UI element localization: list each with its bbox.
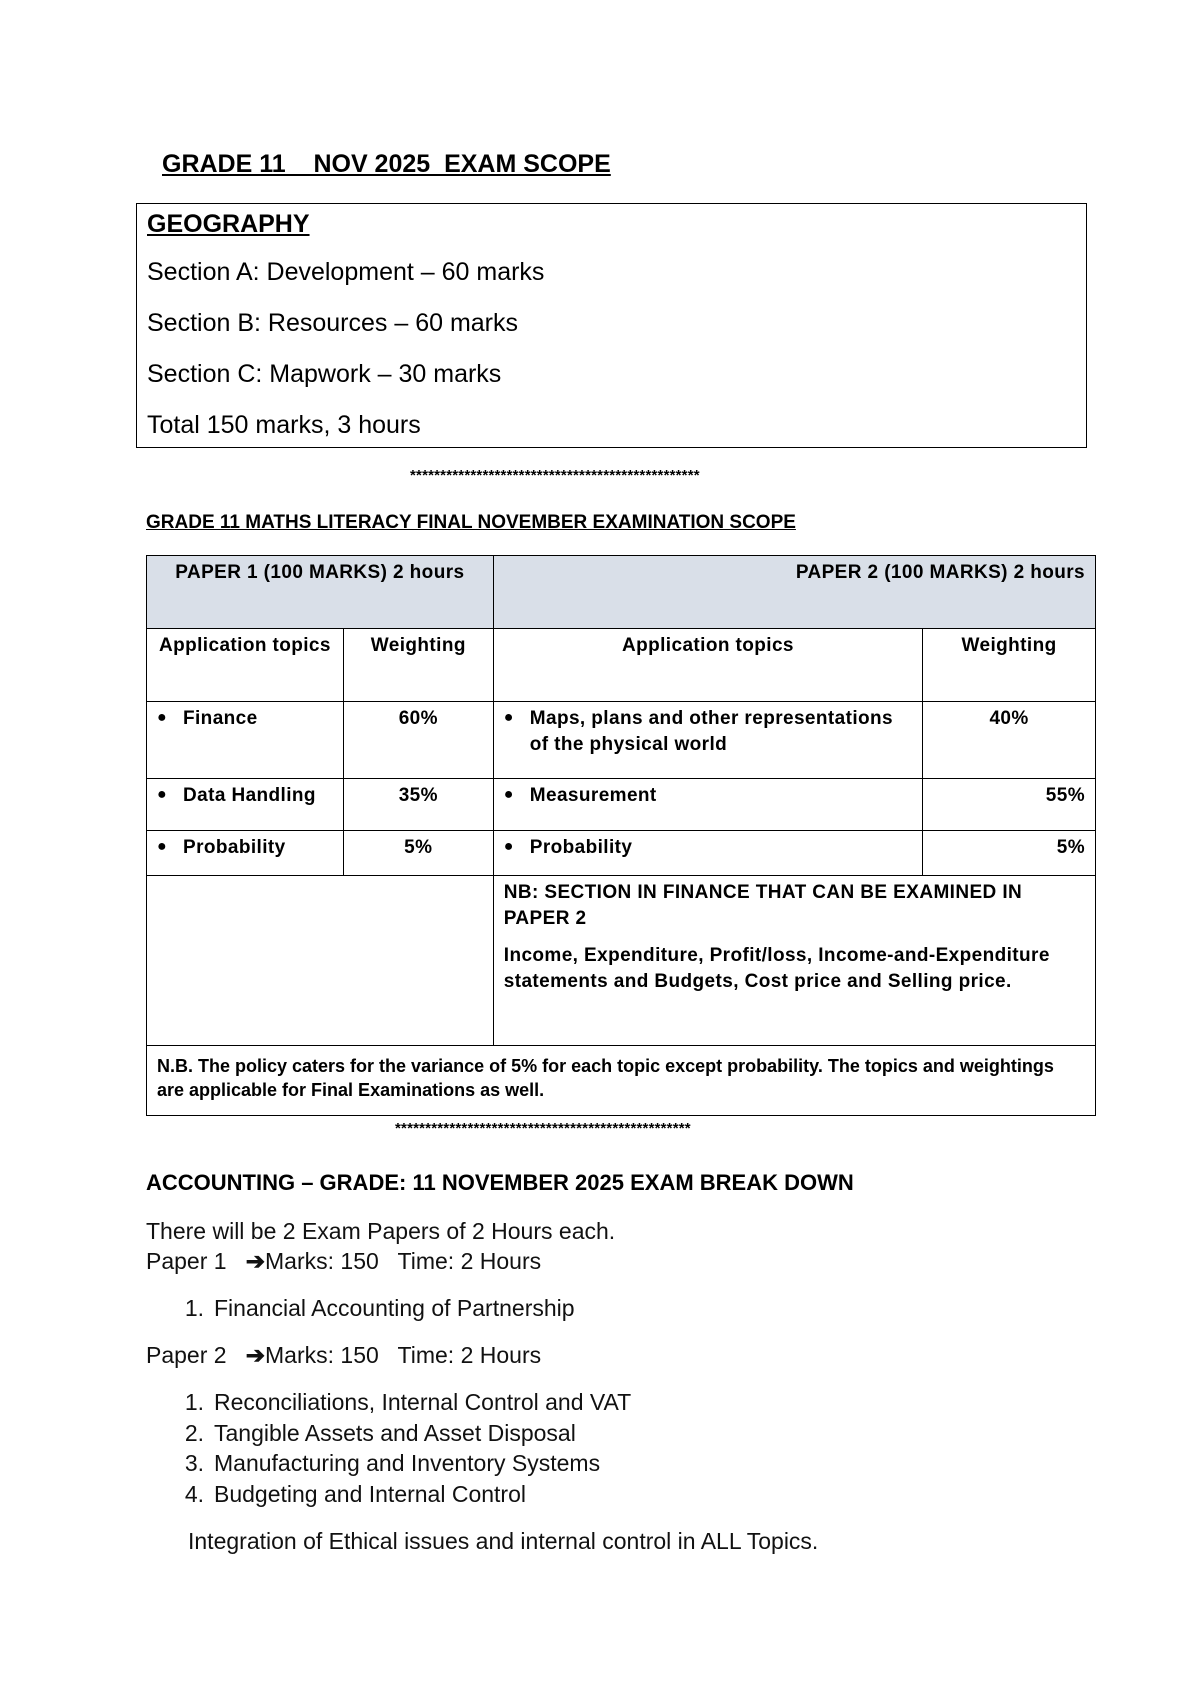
paper2-header: PAPER 2 (100 MARKS) 2 hours (493, 556, 1095, 629)
finance-note-heading: NB: SECTION IN FINANCE THAT CAN BE EXAMINED IN PAPER 2 (503, 882, 1023, 929)
paper2-topic: ● Maps, plans and other representations of the physical world (493, 702, 922, 779)
paper1-topic: ● Data Handling (147, 779, 344, 831)
right-arrow-icon: ➔ (245, 1248, 266, 1274)
accounting-closing: Integration of Ethical issues and internal control in ALL Topics. (188, 1528, 819, 1554)
paper2-weight: 5% (923, 831, 1096, 876)
paper2-topic: ● Measurement (493, 779, 922, 831)
geography-box (136, 203, 1087, 448)
geography-total: Total 150 marks, 3 hours (147, 411, 421, 439)
geography-heading: GEOGRAPHY (147, 210, 310, 238)
bullet-icon: ● (157, 786, 168, 803)
geography-section-c: Section C: Mapwork – 30 marks (147, 360, 502, 388)
table-row (147, 702, 1096, 779)
list-item: 4. Budgeting and Internal Control (184, 1481, 526, 1507)
bullet-icon: ● (503, 838, 514, 855)
paper2-weighting-header: Weighting (923, 629, 1096, 702)
maths-literacy-title: GRADE 11 MATHS LITERACY FINAL NOVEMBER EXAMINATION SCOPE (146, 512, 796, 533)
paper1-header: PAPER 1 (100 MARKS) 2 hours (147, 556, 494, 629)
bullet-icon: ● (157, 709, 168, 726)
table-row (147, 831, 1096, 876)
maths-literacy-table (146, 555, 1096, 1116)
paper1-line: Paper 1 ➔Marks: 150 Time: 2 Hours (146, 1248, 542, 1274)
right-arrow-icon: ➔ (245, 1342, 266, 1368)
separator: ************************************************ (410, 467, 700, 484)
paper2-topics-header: Application topics (493, 629, 922, 702)
list-item: 1. Financial Accounting of Partnership (184, 1295, 575, 1321)
bullet-icon: ● (503, 709, 514, 726)
list-item: 2. Tangible Assets and Asset Disposal (184, 1420, 576, 1446)
paper1-topic: ● Probability (147, 831, 344, 876)
accounting-title: ACCOUNTING – GRADE: 11 NOVEMBER 2025 EXAM BREAK DOWN (146, 1170, 854, 1195)
bullet-icon: ● (157, 838, 168, 855)
paper1-weight: 60% (343, 702, 493, 779)
page-title: GRADE 11 NOV 2025 EXAM SCOPE (162, 150, 611, 178)
separator: ************************************************* (395, 1120, 691, 1137)
paper2-weight: 40% (923, 702, 1096, 779)
finance-note-body: Income, Expenditure, Profit/loss, Income-and-Expenditure statements and Budgets, Cost price and Selling price. (503, 945, 1050, 992)
table-row (147, 779, 1096, 831)
paper1-weighting-header: Weighting (343, 629, 493, 702)
list-item: 1. Reconciliations, Internal Control and VAT (184, 1389, 632, 1415)
geography-section-b: Section B: Resources – 60 marks (147, 309, 518, 337)
paper1-topic: ● Finance (147, 702, 344, 779)
bullet-icon: ● (503, 786, 514, 803)
paper2-topic: ● Probability (493, 831, 922, 876)
finance-note (493, 876, 1095, 1046)
geography-section-a: Section A: Development – 60 marks (147, 258, 545, 286)
paper2-weight: 55% (923, 779, 1096, 831)
empty-cell (147, 876, 494, 1046)
list-item: 3. Manufacturing and Inventory Systems (184, 1450, 601, 1476)
paper1-topics-header: Application topics (147, 629, 344, 702)
paper2-line: Paper 2 ➔Marks: 150 Time: 2 Hours (146, 1342, 542, 1368)
accounting-intro: There will be 2 Exam Papers of 2 Hours each. (146, 1218, 616, 1244)
policy-note: N.B. The policy caters for the variance of 5% for each topic except probability. The topics and weightings are applicable for Final Examinations as well. (147, 1046, 1096, 1116)
paper1-weight: 5% (343, 831, 493, 876)
paper1-weight: 35% (343, 779, 493, 831)
